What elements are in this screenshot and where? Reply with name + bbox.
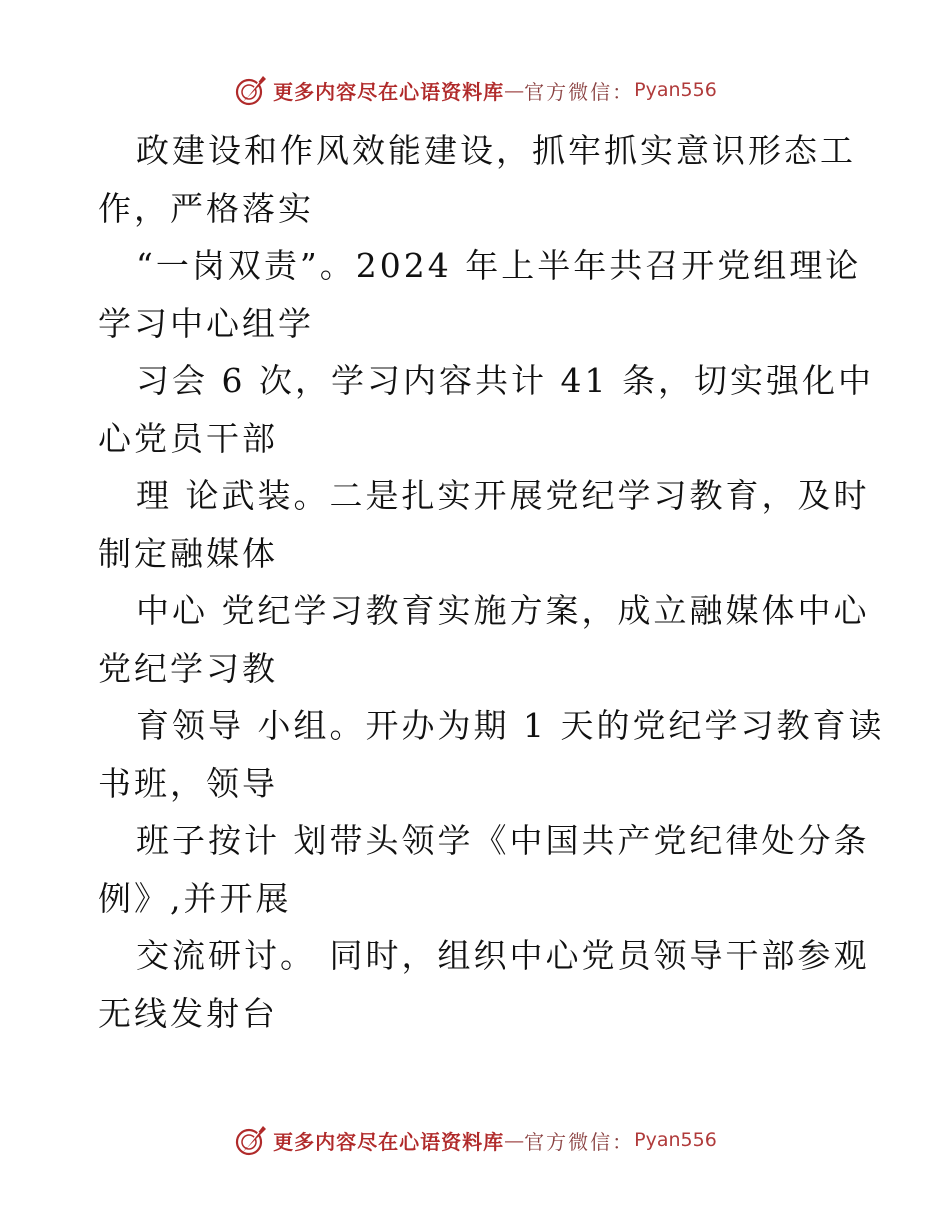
text-line: 班子按计 划带头领学《中国共产党纪律处分条 — [136, 821, 870, 860]
text-line: “一岗双责”。2024 年上半年共召开党组理论 — [136, 246, 862, 285]
watermark-wechat-label: 官方微信： — [524, 1129, 635, 1154]
text-line: 学习中心组学 — [98, 303, 314, 343]
text-line: 书班，领导 — [98, 763, 278, 803]
watermark-dash: — — [504, 78, 525, 102]
watermark-library-text: 更多内容尽在心语资料库 — [273, 79, 505, 104]
text-line: 育领导 小组。开办为期 1 天的党纪学习教育读 — [136, 706, 885, 745]
text-line: 作，严格落实 — [98, 188, 314, 228]
text-line: 交流研讨。 同时，组织中心党员领导干部参观 — [136, 936, 870, 975]
text-line: 例》,并开展 — [98, 878, 292, 918]
text-line: 心党员干部 — [98, 418, 278, 458]
document-body — [98, 122, 885, 1042]
text-line: 制定融媒体 — [98, 533, 278, 573]
header-watermark — [0, 70, 950, 110]
text-line: 政建设和作风效能建设，抓牢抓实意识形态工 — [136, 131, 856, 170]
watermark-dash: — — [504, 1128, 525, 1152]
watermark-library-text: 更多内容尽在心语资料库 — [273, 1129, 505, 1154]
text-line: 中心 党纪学习教育实施方案，成立融媒体中心 — [136, 591, 870, 630]
text-line: 习会 6 次，学习内容共计 41 条，切实强化中 — [136, 361, 874, 400]
watermark-wechat-id: Pyan556 — [634, 79, 717, 101]
watermark-wechat-label: 官方微信： — [524, 79, 635, 104]
quill-pen-logo-icon — [233, 72, 269, 108]
quill-pen-logo-icon — [233, 1122, 269, 1158]
footer-watermark — [0, 1120, 950, 1160]
text-line: 党纪学习教 — [98, 648, 278, 688]
text-line: 无线发射台 — [98, 993, 278, 1033]
watermark-wechat-id: Pyan556 — [634, 1129, 717, 1151]
text-line: 理 论武装。二是扎实开展党纪学习教育，及时 — [136, 476, 870, 515]
